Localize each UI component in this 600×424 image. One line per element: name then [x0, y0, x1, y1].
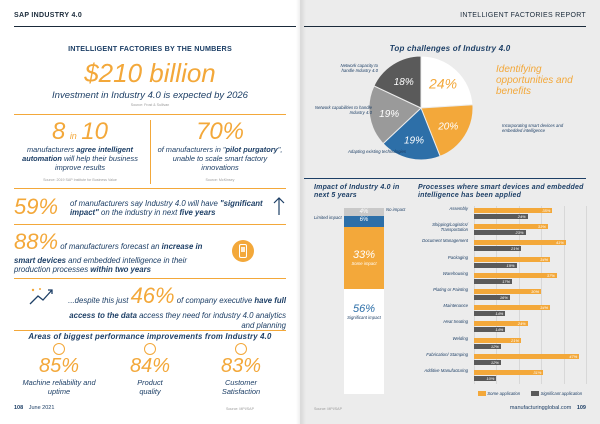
- headline-value: $210 billion: [84, 58, 216, 88]
- process-bar-value: 31%: [533, 370, 542, 375]
- phone-icon: [232, 240, 254, 262]
- impact-segment-label: [344, 303, 384, 320]
- impact-segment-label: 4%: [359, 209, 369, 215]
- process-bar: [474, 360, 501, 365]
- impact-segment: [344, 227, 384, 289]
- process-bar: [474, 279, 512, 284]
- right-page: [300, 0, 600, 424]
- impact-value: 56%: [352, 302, 376, 315]
- impact-segment: [344, 208, 384, 216]
- process-bar: [474, 354, 579, 359]
- stat-88: [14, 228, 224, 275]
- process-label: Welding: [452, 335, 468, 341]
- arrow-up-icon: [272, 196, 286, 216]
- process-bar: [474, 257, 550, 262]
- process-bar: [474, 214, 528, 219]
- stat-source: Source: McKinsey: [205, 178, 235, 182]
- headline-text: Investment in Industry 4.0 is expected by 2026: [52, 90, 248, 101]
- stat-num: 10: [81, 118, 108, 145]
- text-bold: "significant impact": [70, 199, 263, 218]
- divider: [304, 178, 586, 179]
- improvement-value: 85%: [38, 355, 80, 377]
- improvement-label: Machine reliability and uptime: [22, 378, 96, 396]
- process-bar: [474, 240, 566, 245]
- impact-segment-label: [344, 249, 384, 266]
- stat-text: [14, 146, 146, 173]
- processes-title: Processes where smart devices and embedded intelligence has been applied: [418, 184, 584, 200]
- process-label: Additive Manufacturing: [424, 368, 468, 373]
- impact-value: 33%: [352, 248, 376, 261]
- gear-icon: [53, 343, 65, 355]
- text: of manufacturers in ": [157, 145, 226, 154]
- improvement-value: 84%: [129, 355, 171, 377]
- date: June 2021: [28, 405, 55, 411]
- improvement-value: 83%: [220, 355, 262, 377]
- impact-segment: [344, 289, 384, 394]
- process-bar: [474, 311, 505, 316]
- process-bar-value: 34%: [540, 256, 549, 262]
- impact-stacked-bar: [344, 208, 384, 394]
- improvements-row: [14, 343, 286, 403]
- process-label: Shipping/Logistics/ Transportation: [432, 222, 468, 233]
- text: ", unable to scale smart factory innovations: [172, 145, 283, 172]
- pie-label: Incorporating smart devices and embedded intelligence: [502, 123, 564, 133]
- text: of manufacturers forecast an: [60, 242, 162, 251]
- legend-swatch: [531, 391, 539, 396]
- process-bar: [474, 289, 541, 294]
- impact-segment: [344, 216, 384, 227]
- process-label: Maintenance: [443, 303, 468, 309]
- process-bar-value: 16%: [499, 295, 508, 300]
- process-bar-value: 17%: [502, 278, 511, 284]
- text: on the industry in next: [98, 208, 180, 218]
- process-bar-value: 41%: [555, 240, 564, 246]
- process-bar-value: 23%: [515, 230, 524, 236]
- legend: [478, 391, 582, 396]
- smile-icon: [235, 343, 247, 355]
- pie-label: Network capabilities to handle Industry 4.0: [314, 105, 372, 115]
- process-bar-value: 33%: [537, 224, 546, 230]
- process-bar: [474, 263, 517, 268]
- pie-value-label: 20%: [438, 121, 459, 133]
- process-bar: [474, 295, 510, 300]
- header-rule: [14, 26, 296, 27]
- process-bar-value: 14%: [495, 327, 504, 333]
- process-bar: [474, 208, 552, 213]
- footer-right: [510, 405, 586, 411]
- process-bar: [474, 338, 521, 343]
- divider: [14, 114, 286, 115]
- stat-source: Source: 2019 SAP Institute for Business Value: [43, 178, 117, 182]
- gutter-shadow: [296, 0, 306, 424]
- impact-label: Limited impact: [314, 215, 342, 220]
- header-rule: [304, 26, 586, 27]
- process-bar: [474, 273, 557, 278]
- text: ...despite this just: [68, 296, 131, 305]
- pie-label: Adapting existing technologies: [347, 149, 406, 154]
- legend-label: Some application: [487, 391, 521, 396]
- divider: [14, 330, 286, 331]
- stat-num: 8: [52, 118, 66, 145]
- pie-label: Network capacity to handle Industry 4.0: [340, 63, 378, 73]
- right-header: INTELLIGENT FACTORIES REPORT: [460, 12, 586, 19]
- text-bold: five years: [179, 208, 216, 218]
- impact-title: Impact of Industry 4.0 in next 5 years: [314, 184, 400, 200]
- divider: [14, 188, 286, 189]
- text-bold: have full access to the data: [69, 296, 286, 320]
- process-bar-value: 47%: [569, 353, 578, 359]
- footer-left: [14, 405, 54, 411]
- process-bar: [474, 305, 550, 310]
- stat-8-in-10: [14, 118, 146, 146]
- impact-label: No impact: [386, 207, 406, 212]
- stat-value: 59%: [14, 194, 59, 219]
- text: of manufacturers say Industry 4.0 will have: [70, 199, 220, 208]
- process-bar-value: 14%: [495, 311, 504, 317]
- divider: [150, 120, 151, 184]
- section-title: INTELLIGENT FACTORIES BY THE NUMBERS: [68, 44, 232, 53]
- text: of company executive: [174, 296, 255, 305]
- improvement-label: Product quality: [137, 378, 163, 396]
- process-label: Warehousing: [442, 270, 468, 276]
- process-bar: [474, 224, 548, 229]
- text-bold: within two years: [90, 265, 151, 275]
- stat-value: 88%: [14, 229, 59, 254]
- process-bar: [474, 246, 521, 251]
- stat-text: [154, 146, 286, 173]
- text: manufacturers: [27, 145, 77, 154]
- process-label: Document Management: [422, 238, 468, 244]
- process-bar-value: 21%: [511, 246, 520, 252]
- right-source: Source: MPI/SAP: [314, 407, 342, 411]
- process-label: Heat treating: [443, 319, 468, 325]
- pie-title: Top challenges of Industry 4.0: [389, 44, 511, 53]
- process-bar-value: 12%: [490, 359, 499, 365]
- legend-swatch: [478, 391, 486, 396]
- pie-value-label: 24%: [429, 75, 458, 92]
- legend-label: Significant application: [540, 391, 583, 396]
- stat-text: [70, 199, 270, 218]
- headline-source: Source: Frost & Sullivan: [130, 103, 170, 107]
- process-bar-value: 34%: [540, 305, 549, 311]
- improvements-title: Areas of biggest performance improvements from Industry 4.0: [28, 332, 272, 341]
- process-bar-value: 24%: [517, 321, 526, 327]
- text: access they need for industry 4.0 analytics and planning: [136, 310, 286, 330]
- improvements-source: Source: MPI/SAP: [226, 407, 254, 411]
- text-bold: pilot purgatory: [225, 145, 278, 154]
- badge-icon: [144, 343, 156, 355]
- process-bar-value: 24%: [517, 214, 526, 219]
- pie-callout: Identifying opportunities and benefits: [496, 64, 573, 97]
- processes-bar-chart: [418, 206, 588, 384]
- divider: [14, 224, 286, 225]
- url: manufacturingglobal.com: [509, 405, 572, 411]
- improvement-label: Customer Satisfaction: [221, 378, 261, 396]
- process-bar: [474, 321, 528, 326]
- process-label: Packaging: [447, 254, 468, 260]
- process-bar-value: 10%: [486, 376, 495, 381]
- impact-segment-label: 6%: [359, 216, 369, 223]
- impact-segment-name: Significant impact: [347, 314, 381, 320]
- text-bold: agree intelligent automation: [22, 145, 133, 163]
- process-bar: [474, 376, 496, 381]
- pie-value-label: 18%: [393, 76, 414, 88]
- pie-value-label: 19%: [379, 109, 400, 121]
- process-bar: [474, 344, 501, 349]
- impact-segment-name: Some impact: [351, 260, 377, 266]
- divider: [14, 278, 286, 279]
- process-label: Assembly: [449, 206, 468, 211]
- process-bar-value: 35%: [542, 208, 551, 213]
- stat-46: [62, 282, 286, 331]
- grid-line: [586, 206, 587, 384]
- pie-value-label: 19%: [403, 135, 424, 147]
- process-bar-value: 30%: [531, 289, 540, 294]
- process-bar: [474, 370, 543, 375]
- stat-value: 70%: [195, 118, 245, 145]
- process-bar: [474, 230, 526, 235]
- stat-in: in: [69, 131, 77, 141]
- stat-value: 46%: [130, 283, 175, 308]
- trend-icon: [28, 286, 56, 308]
- process-bar-value: 21%: [511, 337, 520, 343]
- page-number: 108: [14, 405, 24, 411]
- process-bar-value: 19%: [506, 262, 515, 268]
- text: and embedded intelligence in their production processes: [14, 255, 187, 275]
- process-bar-value: 12%: [490, 343, 499, 349]
- process-bar: [474, 327, 505, 332]
- left-header: SAP INDUSTRY 4.0: [14, 12, 83, 19]
- text-bold: increase in smart devices: [14, 242, 203, 265]
- process-label: Fabrication/ Stamping: [426, 351, 468, 357]
- process-label: Plating or Painting: [433, 287, 468, 292]
- page-number: 109: [576, 405, 586, 411]
- process-bar-value: 37%: [546, 272, 555, 278]
- text: will help their business improve results: [54, 153, 138, 172]
